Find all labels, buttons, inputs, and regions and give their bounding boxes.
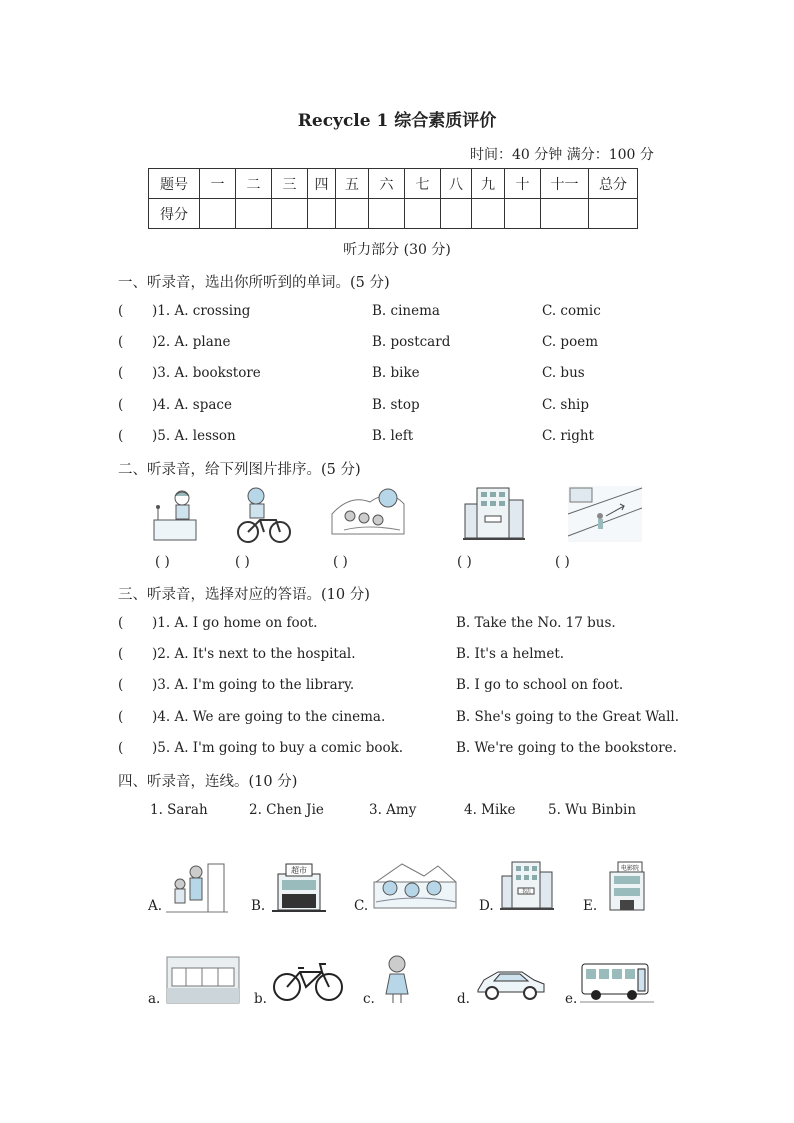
score-header-cell: 十一	[541, 169, 589, 199]
s3-q2-b: B. It's a helmet.	[456, 646, 565, 662]
s1-q2-c: C. poem	[542, 334, 598, 350]
s4-upper-label-b: B.	[251, 898, 266, 914]
score-header-cell: 题号	[149, 169, 200, 199]
s2-order-blank-3[interactable]: ( )	[333, 554, 348, 570]
s3-paren: (	[118, 677, 124, 693]
s2-order-blank-2[interactable]: ( )	[235, 554, 250, 570]
score-cell[interactable]	[541, 199, 589, 229]
score-cell[interactable]	[472, 199, 505, 229]
s4-lower-label-c: c.	[363, 991, 375, 1007]
s4-lower-label-b: b.	[254, 991, 267, 1007]
score-cell[interactable]	[369, 199, 405, 229]
s3-paren: (	[118, 709, 124, 725]
s1-q1-a: )1. A. crossing	[152, 303, 251, 319]
score-header-cell: 十	[505, 169, 541, 199]
score-cell[interactable]	[200, 199, 236, 229]
s1-q5-b: B. left	[372, 428, 414, 444]
score-cell[interactable]	[505, 199, 541, 229]
s1-q3-c: C. bus	[542, 365, 585, 381]
family-at-door-picture	[166, 860, 228, 914]
bookstore-building-picture	[463, 486, 525, 544]
s4-lower-label-e: e.	[565, 991, 578, 1007]
park-scene-picture	[372, 860, 458, 910]
s2-order-blank-4[interactable]: ( )	[457, 554, 472, 570]
score-cell[interactable]	[441, 199, 472, 229]
bus-picture	[580, 960, 654, 1004]
supermarket-building-picture	[270, 860, 328, 912]
score-header-cell: 三	[272, 169, 308, 199]
s4-name-5: 5. Wu Binbin	[548, 802, 637, 818]
supermarket-sign-text: 超市	[291, 866, 307, 875]
s1-paren: (	[118, 334, 124, 350]
s4-name-3: 3. Amy	[369, 802, 417, 818]
s3-q4-a: )4. A. We are going to the cinema.	[152, 709, 386, 725]
s1-q2-a: )2. A. plane	[152, 334, 231, 350]
s4-name-2: 2. Chen Jie	[249, 802, 324, 818]
bookstore-sign-text: 书店	[520, 889, 532, 895]
s2-order-blank-5[interactable]: ( )	[555, 554, 570, 570]
s3-q5-a: )5. A. I'm going to buy a comic book.	[152, 740, 404, 756]
s4-lower-label-a: a.	[148, 991, 161, 1007]
score-table-score-row	[149, 199, 638, 229]
score-header-cell: 八	[441, 169, 472, 199]
score-header-cell: 一	[200, 169, 236, 199]
s1-q1-c: C. comic	[542, 303, 601, 319]
boy-on-bike-picture	[236, 486, 292, 546]
section4-heading: 四、听录音，连线。(10 分)	[118, 774, 298, 790]
s3-paren: (	[118, 646, 124, 662]
s1-q4-a: )4. A. space	[152, 397, 232, 413]
girl-at-desk-picture	[148, 486, 208, 544]
s3-paren: (	[118, 615, 124, 631]
classroom-picture	[166, 956, 240, 1004]
s4-upper-label-e: E.	[583, 898, 598, 914]
section2-heading: 二、听录音，给下列图片排序。(5 分)	[118, 462, 361, 478]
score-header-cell: 四	[308, 169, 336, 199]
score-table-header-row	[149, 169, 638, 199]
score-cell[interactable]	[589, 199, 638, 229]
s1-q5-a: )5. A. lesson	[152, 428, 236, 444]
listening-section-title: 听力部分 (30 分)	[343, 242, 451, 258]
s1-q3-a: )3. A. bookstore	[152, 365, 261, 381]
s1-paren: (	[118, 365, 124, 381]
s1-q1-b: B. cinema	[372, 303, 440, 319]
children-in-park-picture	[330, 484, 406, 540]
s3-q3-b: B. I go to school on foot.	[456, 677, 624, 693]
s3-q2-a: )2. A. It's next to the hospital.	[152, 646, 356, 662]
score-header-cell: 九	[472, 169, 505, 199]
page-title: Recycle 1 综合素质评价	[297, 111, 497, 131]
bicycle-picture	[272, 960, 344, 1002]
cinema-building-picture	[604, 860, 650, 912]
s3-q5-b: B. We're going to the bookstore.	[456, 740, 677, 756]
s3-q1-a: )1. A. I go home on foot.	[152, 615, 318, 631]
score-table	[148, 168, 638, 229]
score-header-cell: 五	[336, 169, 369, 199]
s4-lower-label-d: d.	[457, 991, 470, 1007]
s4-name-1: 1. Sarah	[150, 802, 208, 818]
score-row-label: 得分	[149, 199, 200, 229]
crossing-street-picture	[566, 484, 644, 544]
cinema-sign-text: 电影院	[620, 865, 640, 872]
score-cell[interactable]	[308, 199, 336, 229]
s1-q4-b: B. stop	[372, 397, 420, 413]
s3-q4-b: B. She's going to the Great Wall.	[456, 709, 679, 725]
score-header-cell: 六	[369, 169, 405, 199]
section1-heading: 一、听录音，选出你所听到的单词。(5 分)	[118, 275, 390, 291]
s3-paren: (	[118, 740, 124, 756]
s1-paren: (	[118, 397, 124, 413]
time-info: 时间：40 分钟 满分：100 分	[470, 147, 654, 163]
s1-q4-c: C. ship	[542, 397, 590, 413]
s1-paren: (	[118, 303, 124, 319]
girl-standing-picture	[382, 954, 412, 1004]
s3-q1-b: B. Take the No. 17 bus.	[456, 615, 616, 631]
score-header-cell: 二	[236, 169, 272, 199]
bookstore-building-picture-2	[500, 860, 554, 912]
s4-name-4: 4. Mike	[464, 802, 516, 818]
score-header-cell: 总分	[589, 169, 638, 199]
s1-paren: (	[118, 428, 124, 444]
section3-heading: 三、听录音，选择对应的答语。(10 分)	[118, 587, 370, 603]
s4-upper-label-c: C.	[354, 898, 369, 914]
s1-q5-c: C. right	[542, 428, 594, 444]
score-cell[interactable]	[272, 199, 308, 229]
score-cell[interactable]	[336, 199, 369, 229]
score-header-cell: 七	[405, 169, 441, 199]
score-cell[interactable]	[236, 199, 272, 229]
s3-q3-a: )3. A. I'm going to the library.	[152, 677, 355, 693]
s1-q2-b: B. postcard	[372, 334, 451, 350]
s4-upper-label-d: D.	[479, 898, 494, 914]
s4-upper-label-a: A.	[148, 898, 163, 914]
car-picture	[474, 964, 548, 1002]
s1-q3-b: B. bike	[372, 365, 420, 381]
score-cell[interactable]	[405, 199, 441, 229]
s2-order-blank-1[interactable]: ( )	[155, 554, 170, 570]
